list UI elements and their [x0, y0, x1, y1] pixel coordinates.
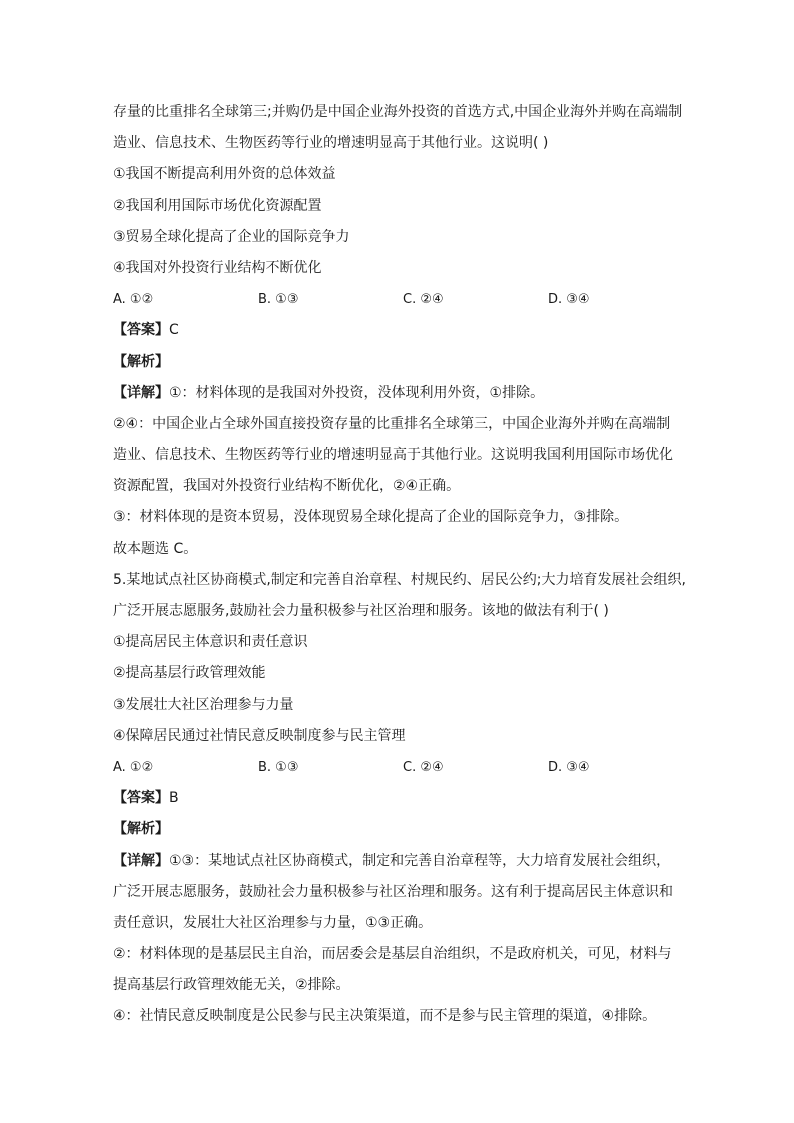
- q5-stem-line-1: 5.某地试点社区协商模式,制定和完善自治章程、村规民约、居民公约;大力培育发展社会组织,: [113, 571, 686, 588]
- q4-analysis-tag: 【解析】: [113, 353, 169, 370]
- q4-detail-text-1: ①：材料体现的是我国对外投资，没体现利用外资，①排除。: [169, 384, 545, 401]
- q5-item-2: ②提高基层行政管理效能: [113, 665, 266, 682]
- q5-detail-line-4: ②：材料体现的是基层民主自治，而居委会是基层自治组织，不是政府机关，可见，材料与: [113, 946, 672, 963]
- q4-detail-line-5: ③：材料体现的是资本贸易，没体现贸易全球化提高了企业的国际竞争力，③排除。: [113, 509, 629, 526]
- q4-answer: [113, 315, 693, 346]
- q4-answer-value: C: [169, 322, 179, 339]
- q4-item-2: ②我国利用国际市场优化资源配置: [113, 197, 322, 214]
- q4-detail-tag: 【详解】: [113, 384, 169, 401]
- question-4: [113, 97, 693, 565]
- q4-option-c: C. ②④: [403, 292, 444, 308]
- q5-detail-line-3: 责任意识，发展壮大社区治理参与力量，①③正确。: [113, 914, 433, 931]
- q5-answer-value: B: [169, 790, 179, 807]
- q5-detail-line-6: ④：社情民意反映制度是公民参与民主决策渠道，而不是参与民主管理的渠道，④排除。: [113, 1008, 657, 1025]
- q4-option-b: B. ①③: [258, 292, 299, 308]
- q4-option-a: A. ①②: [113, 292, 154, 308]
- q5-item-4: ④保障居民通过社情民意反映制度参与民主管理: [113, 727, 406, 744]
- q5-detail-line-2: 广泛开展志愿服务，鼓励社会力量积极参与社区治理和服务。这有利于提高居民主体意识和: [113, 883, 673, 900]
- q4-detail-line-3: 造业、信息技术、生物医药等行业的增速明显高于其他行业。这说明我国利用国际市场优化: [113, 447, 673, 464]
- q4-stem-line-2: 造业、信息技术、生物医药等行业的增速明显高于其他行业。这说明( ): [113, 135, 549, 152]
- q4-answer-tag: 【答案】: [113, 322, 169, 339]
- q5-detail-line-5: 提高基层行政管理效能无关，②排除。: [113, 977, 350, 994]
- q4-item-3: ③贸易全球化提高了企业的国际竞争力: [113, 228, 350, 245]
- question-5: [113, 565, 693, 1033]
- q4-item-4: ④我国对外投资行业结构不断优化: [113, 259, 322, 276]
- q5-analysis-tag: 【解析】: [113, 821, 169, 838]
- q5-detail-text-1: ①③：某地试点社区协商模式，制定和完善自治章程等，大力培育发展社会组织，: [169, 852, 671, 869]
- q5-option-d: D. ③④: [548, 759, 590, 775]
- q5-item-1: ①提高居民主体意识和责任意识: [113, 634, 308, 651]
- q4-item-1: ①我国不断提高利用外资的总体效益: [113, 166, 336, 183]
- q4-detail-line-4: 资源配置，我国对外投资行业结构不断优化，②④正确。: [113, 478, 461, 495]
- q4-stem-line-1: 存量的比重排名全球第三;并购仍是中国企业海外投资的首选方式,中国企业海外并购在高端制: [113, 104, 683, 120]
- q4-conclusion: 故本题选 C。: [113, 540, 198, 557]
- q4-option-d: D. ③④: [548, 292, 590, 308]
- q4-detail-line-2: ②④：中国企业占全球外国直接投资存量的比重排名全球第三，中国企业海外并购在高端制: [113, 415, 671, 432]
- q5-detail-tag: 【详解】: [113, 852, 169, 869]
- q5-options: [113, 752, 693, 783]
- q5-answer-tag: 【答案】: [113, 790, 169, 807]
- q5-answer: [113, 783, 693, 814]
- q5-item-3: ③发展壮大社区治理参与力量: [113, 696, 294, 713]
- q5-option-a: A. ①②: [113, 759, 154, 775]
- q5-option-b: B. ①③: [258, 759, 299, 775]
- document-page: [113, 97, 693, 1033]
- q5-stem-line-2: 广泛开展志愿服务,鼓励社会力量积极参与社区治理和服务。该地的做法有利于( ): [113, 603, 609, 619]
- q5-option-c: C. ②④: [403, 759, 444, 775]
- q5-detail-line-1: [113, 846, 693, 877]
- q4-options: [113, 284, 693, 315]
- q4-detail-line-1: [113, 378, 693, 409]
